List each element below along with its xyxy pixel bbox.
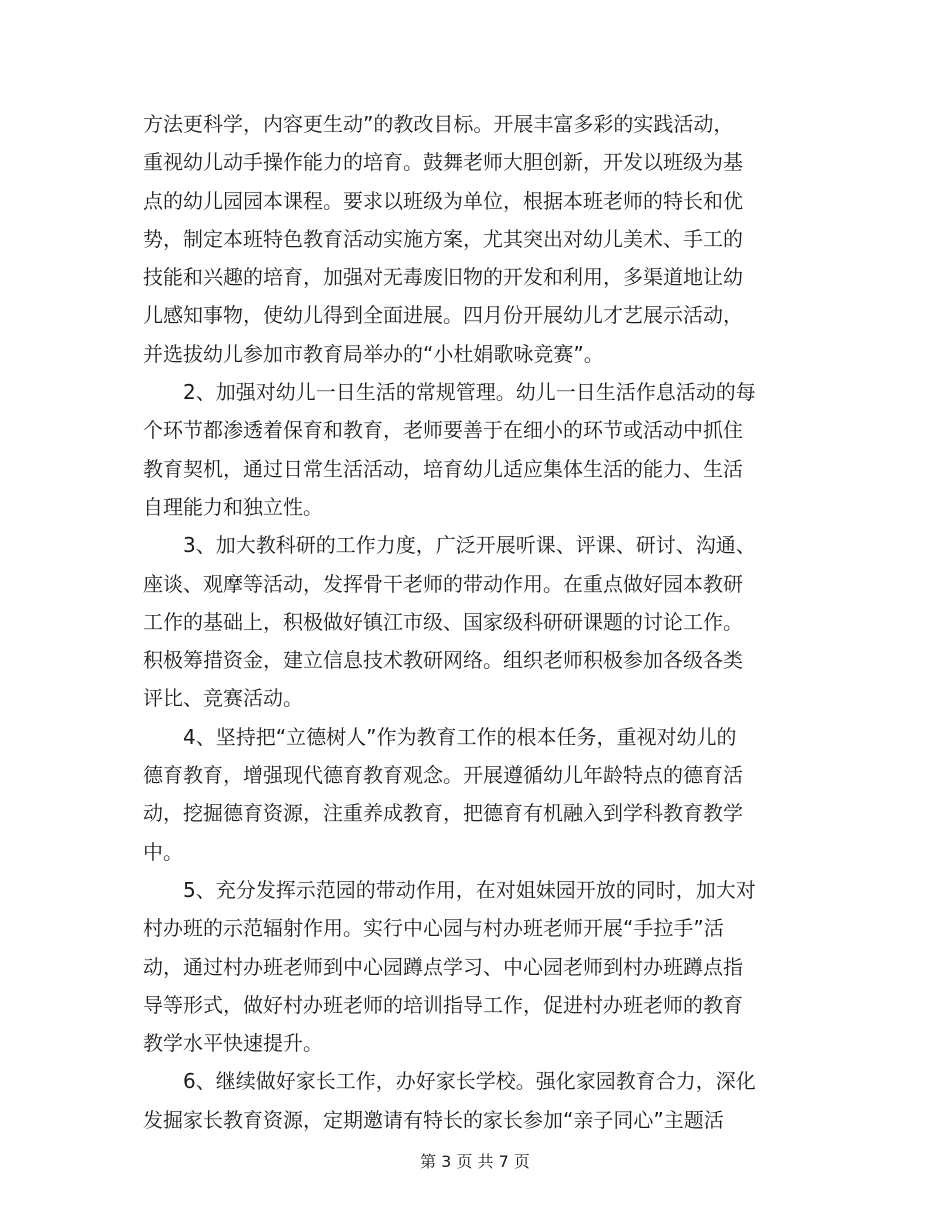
text-line: 评比、竞赛活动。: [143, 686, 303, 711]
text-line: 教学水平快速提升。: [143, 1031, 323, 1056]
text-line: 2、加强对幼儿一日生活的常规管理。幼儿一日生活作息活动的每: [183, 380, 756, 405]
text-line: 自理能力和独立性。: [143, 494, 323, 519]
text-line: 重视幼儿动手操作能力的培育。鼓舞老师大胆创新，开发以班级为基: [143, 150, 743, 175]
text-line: 动，通过村办班老师到中心园蹲点学习、中心园老师到村办班蹲点指: [143, 954, 743, 979]
text-line: 工作的基础上，积极做好镇江市级、国家级科研研课题的讨论工作。: [143, 609, 743, 634]
document-body: [143, 105, 808, 1139]
paragraph-intro: [143, 105, 808, 373]
text-line: 并选拔幼儿参加市教育局举办的“小杜娟歌咏竞赛”。: [143, 341, 604, 366]
text-line: 动，挖掘德育资源，注重养成教育，把德育有机融入到学科教育教学: [143, 801, 743, 826]
text-line: 势，制定本班特色教育活动实施方案，尤其突出对幼儿美术、手工的: [143, 226, 743, 251]
text-line: 个环节都渗透着保育和教育，老师要善于在细小的环节或活动中抓住: [143, 418, 743, 443]
text-line: 积极筹措资金，建立信息技术教研网络。组织老师积极参加各级各类: [143, 648, 743, 673]
text-line: 3、加大教科研的工作力度，广泛开展听课、评课、研讨、沟通、: [183, 533, 756, 558]
text-line: 教育契机，通过日常生活活动，培育幼儿适应集体生活的能力、生活: [143, 456, 743, 481]
paragraph-4: [143, 718, 808, 871]
paragraph-3: [143, 526, 808, 717]
paragraph-2: [143, 373, 808, 526]
text-line: 座谈、观摩等活动，发挥骨干老师的带动作用。在重点做好园本教研: [143, 571, 743, 596]
text-line: 5、充分发挥示范园的带动作用，在对姐妹园开放的同时，加大对: [183, 877, 756, 902]
text-line: 德育教育，增强现代德育教育观念。开展遵循幼儿年龄特点的德育活: [143, 763, 743, 788]
paragraph-5: [143, 871, 808, 1062]
text-line: 6、继续做好家长工作，办好家长学校。强化家园教育合力，深化: [183, 1069, 756, 1094]
text-line: 导等形式，做好村办班老师的培训指导工作，促进村办班老师的教育: [143, 992, 743, 1017]
text-line: 技能和兴趣的培育，加强对无毒废旧物的开发和利用，多渠道地让幼: [143, 265, 743, 290]
page-number-footer: 第 3 页 共 7 页: [420, 1152, 530, 1171]
text-line: 中。: [143, 839, 183, 864]
paragraph-6: [143, 1062, 808, 1139]
text-line: 点的幼儿园园本课程。要求以班级为单位，根据本班老师的特长和优: [143, 188, 743, 213]
text-line: 儿感知事物，使幼儿得到全面进展。四月份开展幼儿才艺展示活动，: [143, 303, 743, 328]
text-line: 发掘家长教育资源，定期邀请有特长的家长参加“亲子同心”主题活: [143, 1107, 724, 1132]
text-line: 方法更科学，内容更生动”的教改目标。开展丰富多彩的实践活动，: [143, 112, 734, 136]
text-line: 4、坚持把“立德树人”作为教育工作的根本任务，重视对幼儿的: [183, 724, 737, 749]
text-line: 村办班的示范辐射作用。实行中心园与村办班老师开展“手拉手”活: [143, 916, 724, 941]
